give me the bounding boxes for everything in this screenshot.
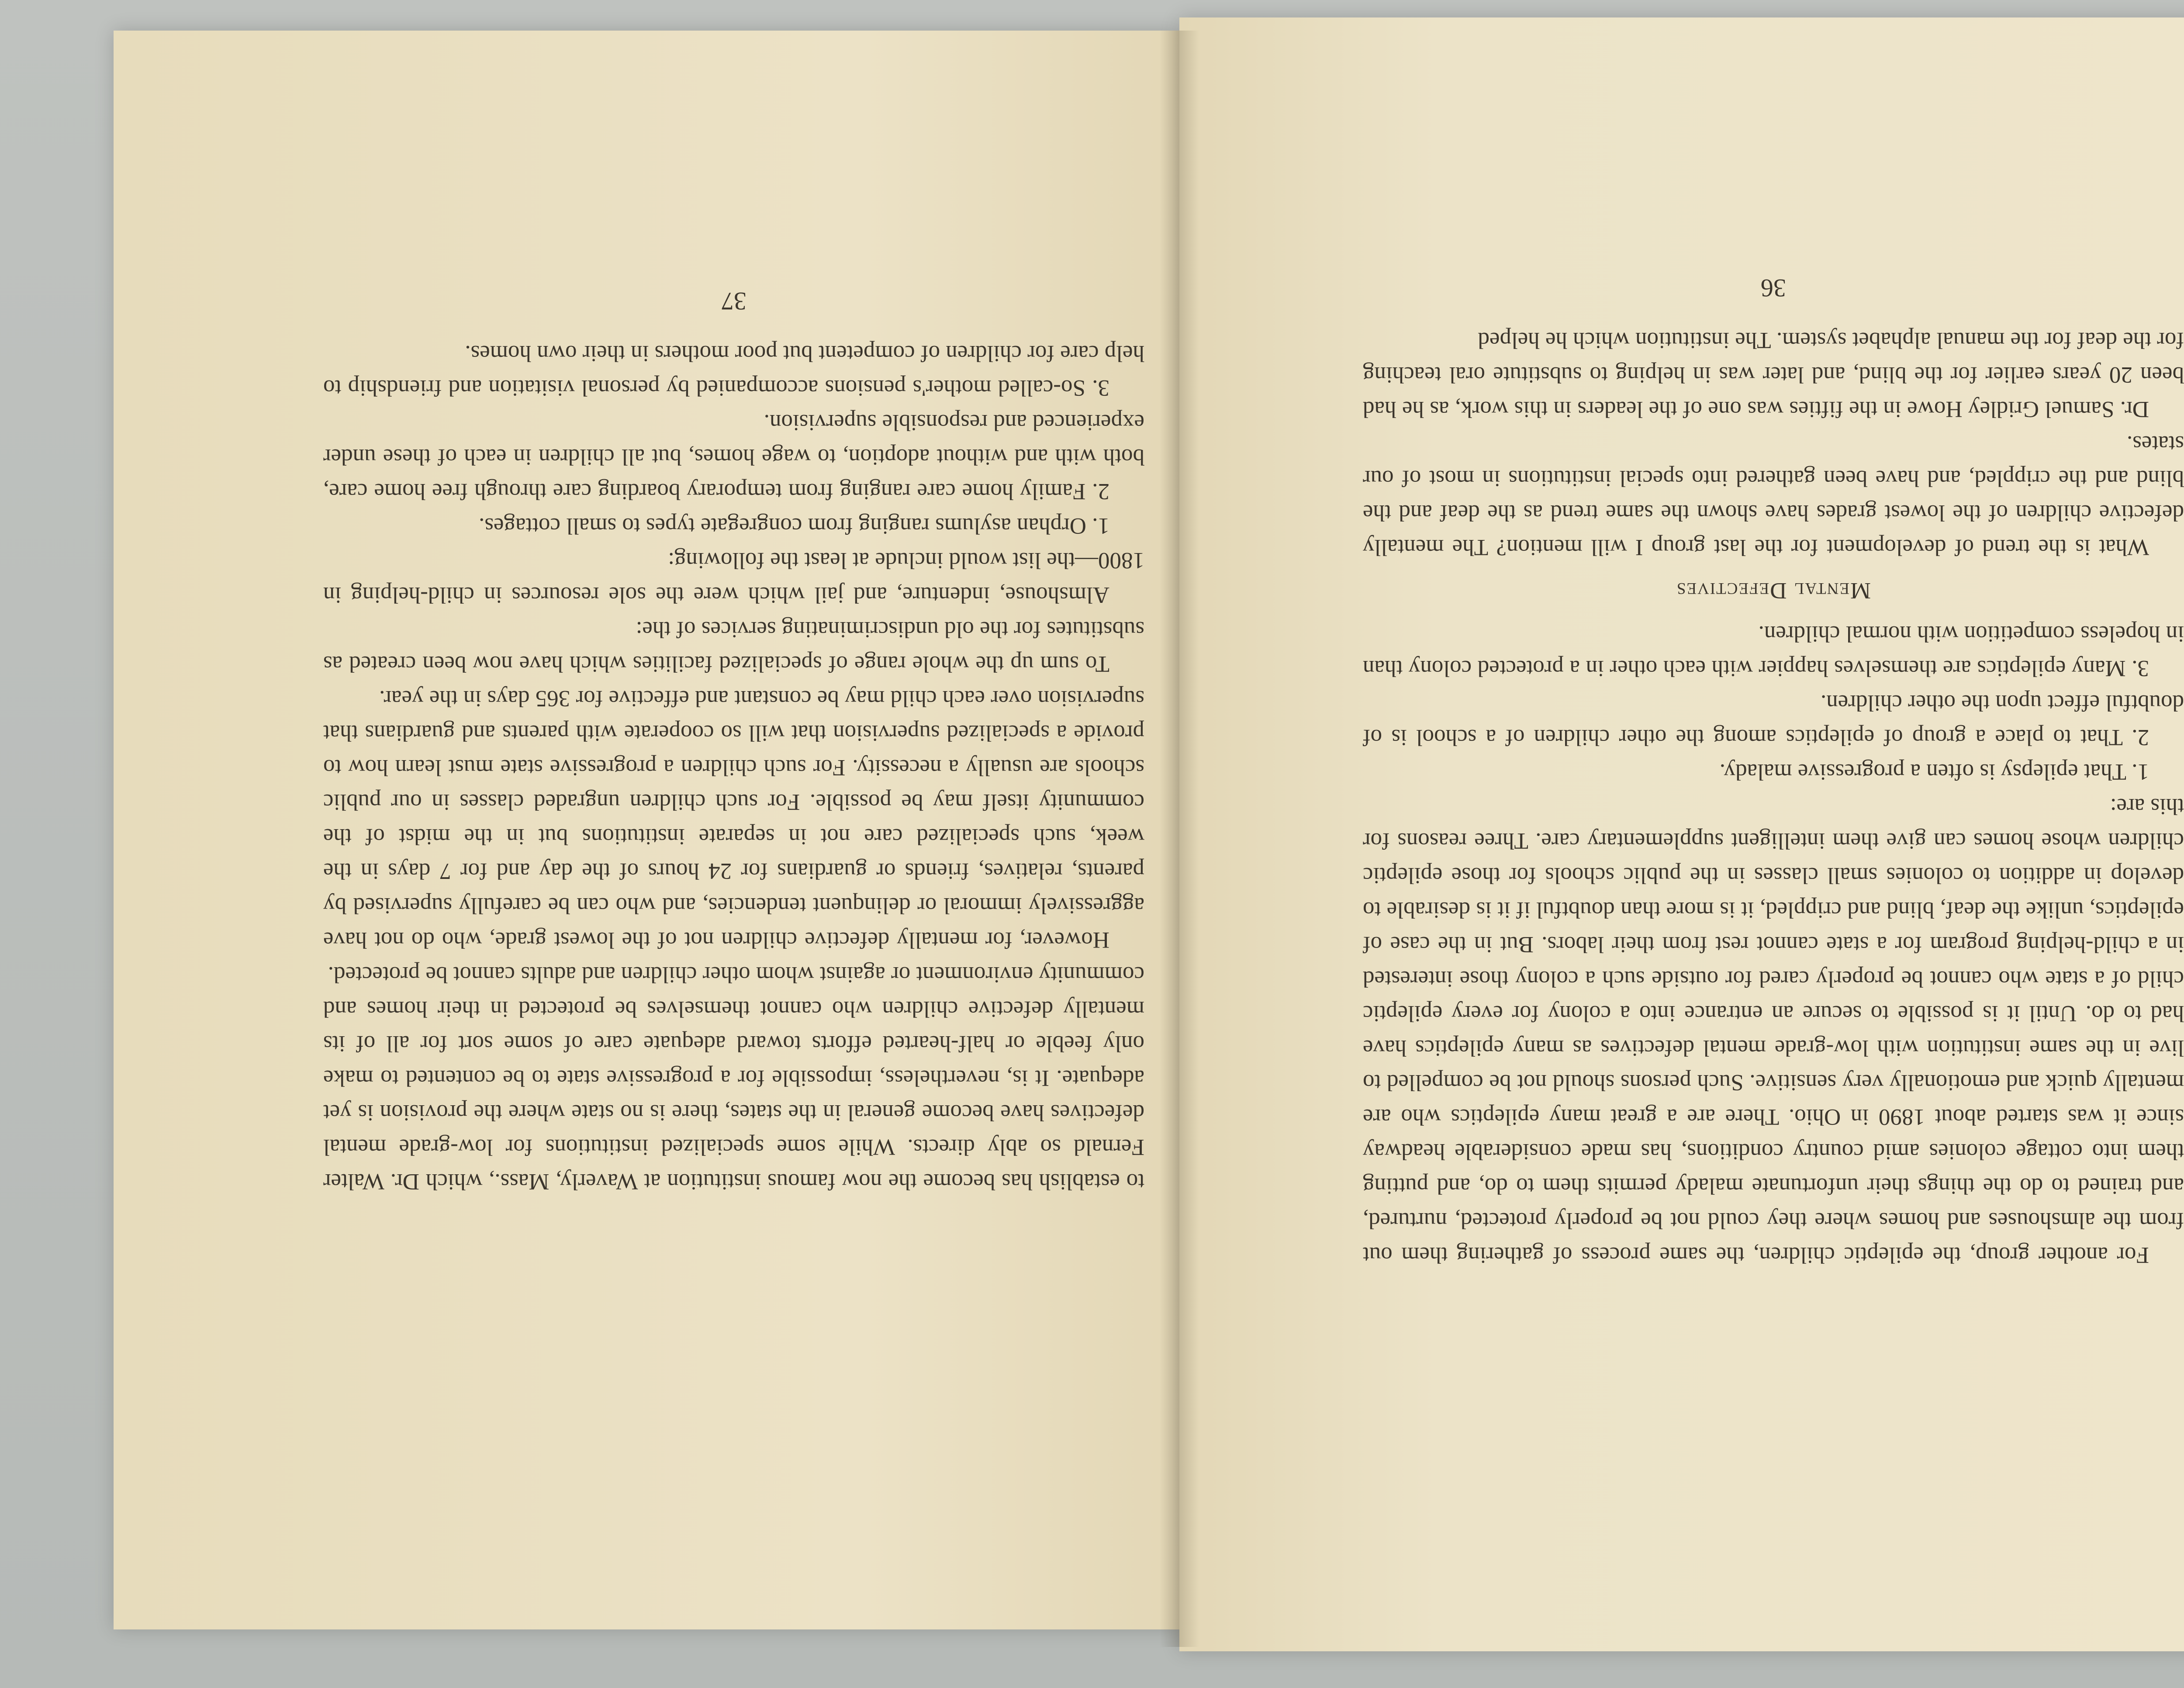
right-list-item-1: 1. That epilepsy is often a progressive malady.	[1719, 759, 2149, 785]
left-list-item-2: 2. Family home care ranging from temporary boarding care through free home care, both with and without adoption, to wage homes, but all children in each of these under experienced and responsible supervision.	[323, 410, 1144, 504]
right-paragraph-2: Dr. Samuel Gridley Howe in the fifties was one of the leaders in this work, as he had been 20 years earlier for the blind, and later was in helping to substitute oral teaching for the deaf for the manual alphabet system. The institution which he helped	[1363, 328, 2184, 422]
book-gutter	[1160, 31, 1199, 1647]
left-list-item-3: 3. So-called mother's pensions accompanied by personal visitation and friendship to help care for children of competent but poor mothers in their own homes.	[323, 341, 1144, 401]
left-paragraph-1: to establish has become the now famous institution at Waverly, Mass., which Dr. Walter Fernald so ably directs. While some specialized institutions for low-grade mental defectives have become general in the states, there is no state where the provision is yet adequate. It is, nevertheless, impossible for a progressive state to be contented to make only feeble or half-hearted efforts toward adequate care of some sort for all of its mentally defective children who cannot themselves be protected in their homes and community environment or against whom other children and adults cannot be protected.	[323, 962, 1144, 1194]
left-page-text	[323, 284, 1144, 1199]
left-page	[114, 31, 1179, 1629]
left-page-number: 37	[721, 287, 746, 315]
right-page-number: 36	[1761, 274, 1786, 302]
right-paragraph-1: What is the trend of development for the last group I will mention? The mentally defective children of the lowest grades have shown the same trend as the deaf and the blind and the crippled, and have been gathered into special institutions in most of our states.	[1363, 431, 2184, 560]
left-paragraph-3: To sum up the whole range of specialized facilities which have now been created as substitutes for the old undiscriminating services of the:	[323, 617, 1144, 677]
right-list-item-2: 2. That to place a group of epileptics among the other children of a school is of doubtful effect upon the other children.	[1363, 690, 2184, 750]
section-heading: Mental Defectives	[1676, 578, 1871, 603]
left-paragraph-4: Almshouse, indenture, and jail which were the sole resources in child-helping in 1800—the list would include at least the following:	[323, 548, 1144, 608]
left-list-item-1: 1. Orphan asylums ranging from congregate types to small cottages.	[479, 513, 1109, 539]
right-page	[1179, 17, 2184, 1651]
right-intro-paragraph: For another group, the epileptic children, the same process of gathering them out from the almshouses and homes where they could not be properly protected, nurtured, and trained to do the things their unfortunate malady permits them to do, and putting them into cottage colonies amid country conditions, has made considerable headway since it was started about 1890 in Ohio. There are a great many epileptics who are mentally quick and emotionally very sensitive. Such persons should not be compelled to live in the same institution with low-grade mental defectives as many epileptics have had to do. Until it is possible to secure an entrance into a colony for every epileptic child of a state who cannot be properly cared for outside such a colony those interested in a child-helping program for a state cannot rest from their labors. But in the case of epileptics, unlike the deaf, blind and crippled, it is more than doubtful if it is desirable to develop in addition to colonies small classes in the public schools for those epileptic children whose homes can give them intelligent supplementary care. Three reasons for this are:	[1363, 794, 2184, 1268]
right-page-text	[1363, 271, 2184, 1272]
right-list-item-3: 3. Many epileptics are themselves happier with each other in a protected colony than in hopeless competition with normal children.	[1363, 621, 2184, 681]
left-paragraph-2: However, for mentally defective children not of the lowest grade, who do not have aggressively immoral or delinquent tendencies, and who can be carefully supervised by parents, relatives, friends or guardians for 24 hours of the day and for 7 days in the week, such specialized care not in separate institutions but in the midst of the community itself may be possible. For such children ungraded classes in our public schools are usually a necessity. For such children a progressive state must learn how to provide a specialized supervision that will so cooperate with parents and guardians that supervision over each child may be constant and effective for 365 days in the year.	[323, 686, 1144, 953]
